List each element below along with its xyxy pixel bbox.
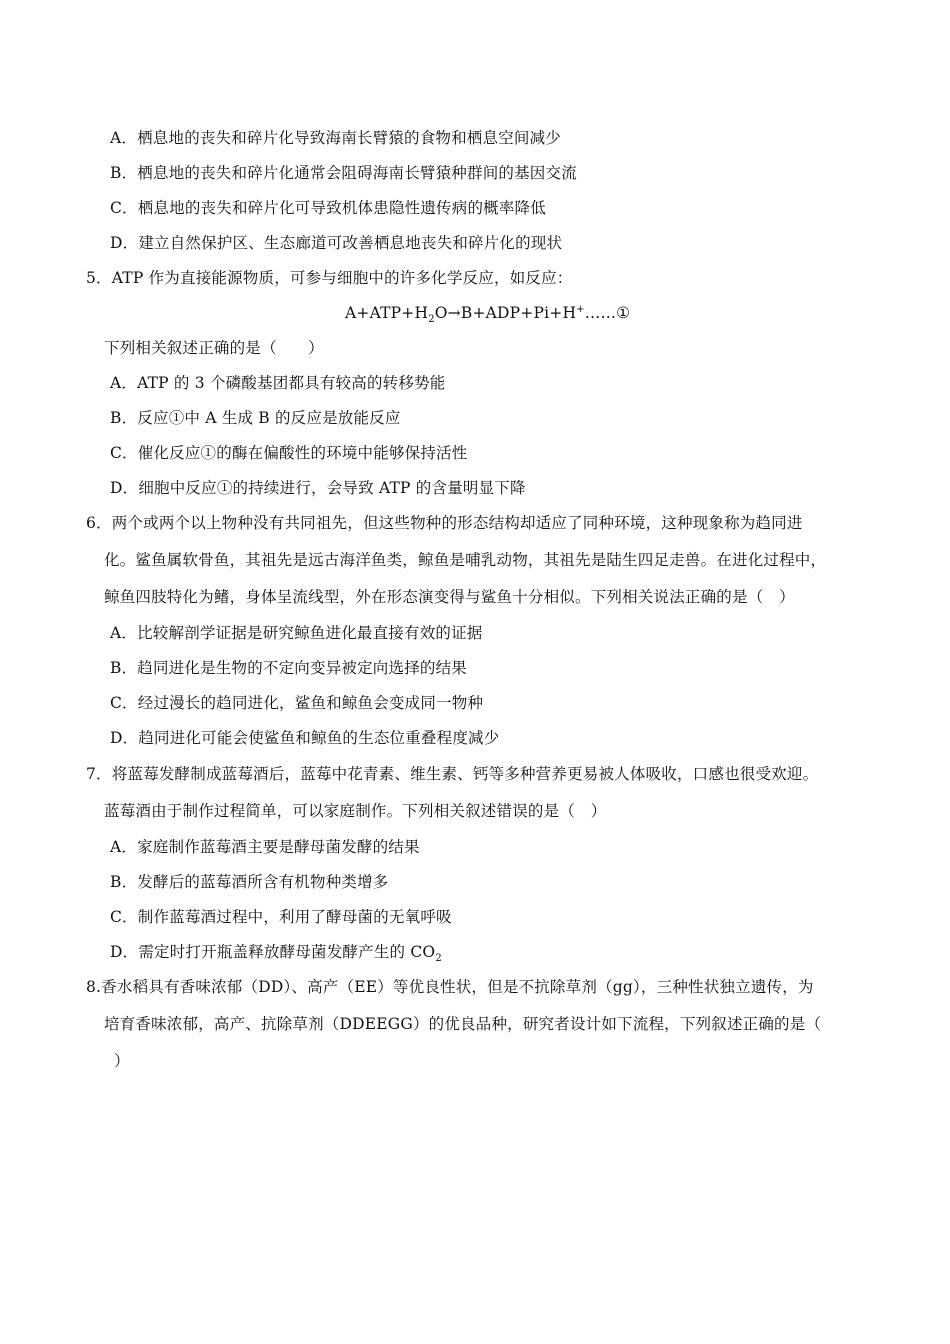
q5-equation-part3: ……① (584, 304, 631, 322)
q5-equation-superscript: + (576, 303, 585, 315)
q5-option-d: D．细胞中反应①的持续进行，会导致 ATP 的含量明显下降 (110, 479, 526, 497)
q6-stem-line3: 鲸鱼四肢特化为鳍，身体呈流线型，外在形态演变得与鲨鱼十分相似。下列相关说法正确的是（ ） (104, 588, 795, 606)
q7-option-c: C．制作蓝莓酒过程中，利用了酵母菌的无氧呼吸 (110, 908, 452, 926)
q5-equation-part2: O→B+ADP+Pi+H (434, 304, 577, 322)
q5-equation-part1: A+ATP+H (345, 304, 429, 322)
q5-option-c: C．催化反应①的酶在偏酸性的环境中能够保持活性 (110, 444, 468, 462)
q6-option-d: D．趋同进化可能会使鲨鱼和鲸鱼的生态位重叠程度减少 (110, 729, 500, 747)
q5-stem: 5．ATP 作为直接能源物质，可参与细胞中的许多化学反应，如反应： (86, 269, 573, 287)
q6-stem-line2: 化。鲨鱼属软骨鱼，其祖先是远古海洋鱼类，鲸鱼是哺乳动物，其祖先是陆生四足走兽。在进化过程中， (104, 551, 827, 569)
q5-equation-subscript: 2 (428, 314, 435, 326)
q4-option-c: C．栖息地的丧失和碎片化可导致机体患隐性遗传病的概率降低 (110, 199, 546, 217)
q7-option-d (110, 942, 442, 965)
q5-option-b: B．反应①中 A 生成 B 的反应是放能反应 (110, 409, 401, 427)
q6-option-b: B．趋同进化是生物的不定向变异被定向选择的结果 (110, 659, 467, 677)
q7-option-d-text: D．需定时打开瓶盖释放酵母菌发酵产生的 CO (110, 943, 436, 961)
q8-stem-line1: 8.香水稻具有香味浓郁（DD）、高产（EE）等优良性状，但是不抗除草剂（gg），三种性状独立遗传，为 (86, 978, 814, 996)
q5-equation (345, 303, 631, 326)
q7-option-a: A．家庭制作蓝莓酒主要是酵母菌发酵的结果 (110, 838, 420, 856)
q8-stem-line3: ） (114, 1052, 130, 1070)
q4-option-d: D．建立自然保护区、生态廊道可改善栖息地丧失和碎片化的现状 (110, 234, 563, 252)
q5-prompt: 下列相关叙述正确的是（ ） (104, 339, 324, 357)
q7-stem-line2: 蓝莓酒由于制作过程简单，可以家庭制作。下列相关叙述错误的是（ ） (104, 802, 607, 820)
q6-option-c: C．经过漫长的趋同进化，鲨鱼和鲸鱼会变成同一物种 (110, 694, 484, 712)
q8-stem-line2: 培育香味浓郁，高产、抗除草剂（DDEEGG）的优良品种，研究者设计如下流程，下列叙述正确的是（ (104, 1015, 822, 1033)
q5-option-a: A．ATP 的 3 个磷酸基团都具有较高的转移势能 (110, 374, 446, 392)
q6-stem-line1: 6．两个或两个以上物种没有共同祖先，但这些物种的形态结构却适应了同种环境，这种现象称为趋同进 (86, 514, 803, 532)
q7-option-d-subscript: 2 (435, 953, 442, 965)
q6-option-a: A．比较解剖学证据是研究鲸鱼进化最直接有效的证据 (110, 624, 483, 642)
q7-stem-line1: 7．将蓝莓发酵制成蓝莓酒后，蓝莓中花青素、维生素、钙等多种营养更易被人体吸收，口感也很受欢迎。 (86, 765, 819, 783)
q4-option-a: A．栖息地的丧失和碎片化导致海南长臂猿的食物和栖息空间减少 (110, 129, 561, 147)
q7-option-b: B．发酵后的蓝莓酒所含有机物种类增多 (110, 873, 389, 891)
q4-option-b: B．栖息地的丧失和碎片化通常会阻碍海南长臂猿种群间的基因交流 (110, 164, 577, 182)
